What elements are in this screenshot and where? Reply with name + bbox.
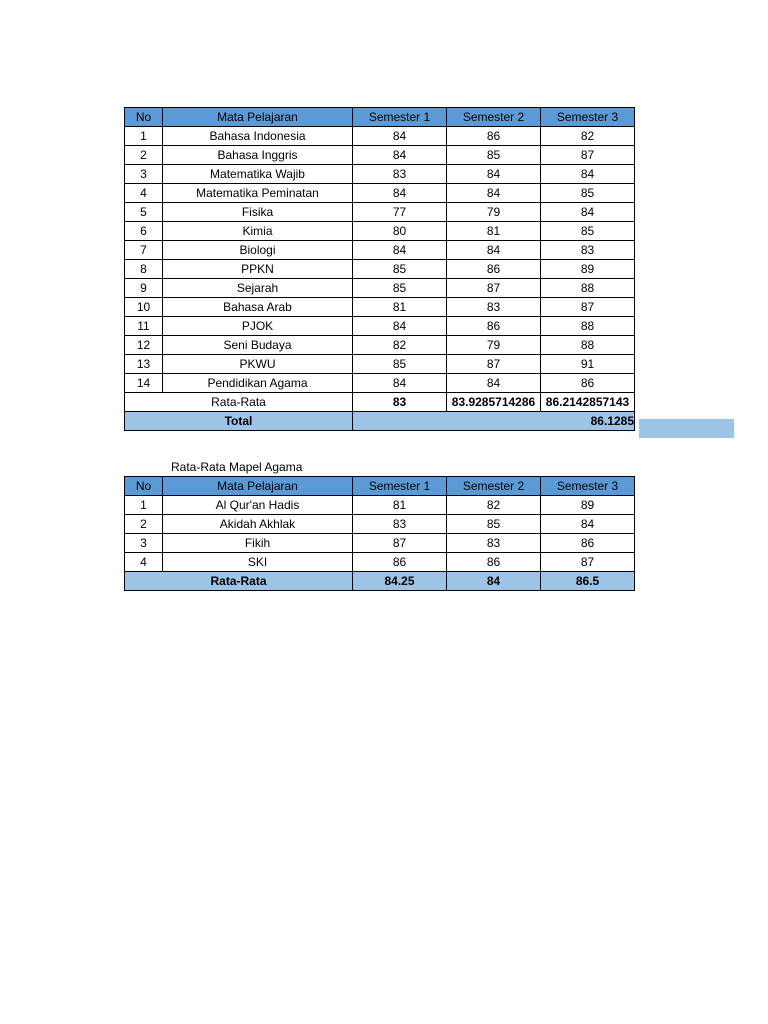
cell-semester-2: 87 xyxy=(447,355,541,374)
grades-table xyxy=(124,107,635,431)
cell-semester-1: 85 xyxy=(353,355,447,374)
cell-mata-pelajaran: Pendidikan Agama xyxy=(163,374,353,393)
table-row xyxy=(125,279,635,298)
cell-semester-1: 81 xyxy=(353,298,447,317)
cell-semester-1: 85 xyxy=(353,279,447,298)
cell-semester-1: 84 xyxy=(353,146,447,165)
cell-mata-pelajaran: Bahasa Inggris xyxy=(163,146,353,165)
cell-no: 1 xyxy=(125,127,163,146)
cell-semester-3: 87 xyxy=(541,146,635,165)
table-row xyxy=(125,127,635,146)
cell-mata-pelajaran: Biologi xyxy=(163,241,353,260)
cell-no: 4 xyxy=(125,553,163,572)
cell-semester-3: 88 xyxy=(541,279,635,298)
cell-semester-2: 81 xyxy=(447,222,541,241)
table-row xyxy=(125,374,635,393)
cell-semester-3: 89 xyxy=(541,496,635,515)
header-no: No xyxy=(125,477,163,496)
cell-semester-3: 91 xyxy=(541,355,635,374)
cell-mata-pelajaran: Matematika Wajib xyxy=(163,165,353,184)
cell-semester-1: 77 xyxy=(353,203,447,222)
cell-mata-pelajaran: Bahasa Arab xyxy=(163,298,353,317)
cell-semester-2: 86 xyxy=(447,317,541,336)
table-row xyxy=(125,222,635,241)
cell-no: 14 xyxy=(125,374,163,393)
cell-semester-1: 81 xyxy=(353,496,447,515)
cell-semester-3: 84 xyxy=(541,515,635,534)
cell-semester-3: 82 xyxy=(541,127,635,146)
table-row xyxy=(125,336,635,355)
header-mata-pelajaran: Mata Pelajaran xyxy=(163,477,353,496)
table-row xyxy=(125,241,635,260)
agama-table xyxy=(124,476,635,591)
cell-semester-1: 84 xyxy=(353,241,447,260)
cell-no: 7 xyxy=(125,241,163,260)
cell-mata-pelajaran: Bahasa Indonesia xyxy=(163,127,353,146)
cell-no: 5 xyxy=(125,203,163,222)
agama-table-caption: Rata-Rata Mapel Agama xyxy=(171,460,303,474)
cell-semester-3: 86 xyxy=(541,374,635,393)
agama-average-row xyxy=(125,572,635,591)
cell-semester-3: 88 xyxy=(541,317,635,336)
cell-no: 4 xyxy=(125,184,163,203)
cell-semester-1: 85 xyxy=(353,260,447,279)
cell-semester-2: 86 xyxy=(447,553,541,572)
grades-table-body xyxy=(125,127,635,393)
cell-semester-1: 84 xyxy=(353,374,447,393)
table-row xyxy=(125,165,635,184)
agama-table-header-row xyxy=(125,477,635,496)
cell-mata-pelajaran: PKWU xyxy=(163,355,353,374)
cell-mata-pelajaran: Matematika Peminatan xyxy=(163,184,353,203)
average-label: Rata-Rata xyxy=(125,393,353,412)
total-row-overflow-fill xyxy=(639,419,734,438)
header-no: No xyxy=(125,108,163,127)
cell-semester-1: 84 xyxy=(353,317,447,336)
table-row xyxy=(125,203,635,222)
cell-semester-3: 87 xyxy=(541,298,635,317)
cell-semester-2: 85 xyxy=(447,146,541,165)
cell-mata-pelajaran: SKI xyxy=(163,553,353,572)
table-row xyxy=(125,496,635,515)
cell-semester-2: 86 xyxy=(447,260,541,279)
header-semester-2: Semester 2 xyxy=(447,108,541,127)
cell-no: 6 xyxy=(125,222,163,241)
cell-mata-pelajaran: PJOK xyxy=(163,317,353,336)
table-row xyxy=(125,515,635,534)
cell-no: 3 xyxy=(125,165,163,184)
header-semester-1: Semester 1 xyxy=(353,108,447,127)
average-semester-1: 83 xyxy=(353,393,447,412)
table-row xyxy=(125,184,635,203)
header-semester-2: Semester 2 xyxy=(447,477,541,496)
cell-semester-1: 83 xyxy=(353,165,447,184)
cell-mata-pelajaran: Fisika xyxy=(163,203,353,222)
total-value xyxy=(353,412,635,431)
agama-average-semester-3: 86.5 xyxy=(541,572,635,591)
cell-no: 11 xyxy=(125,317,163,336)
cell-semester-2: 82 xyxy=(447,496,541,515)
average-semester-2: 83.9285714286 xyxy=(447,393,541,412)
cell-semester-2: 83 xyxy=(447,298,541,317)
table-row xyxy=(125,260,635,279)
cell-mata-pelajaran: Fikih xyxy=(163,534,353,553)
cell-semester-2: 84 xyxy=(447,374,541,393)
cell-semester-2: 84 xyxy=(447,184,541,203)
cell-mata-pelajaran: PPKN xyxy=(163,260,353,279)
cell-semester-3: 87 xyxy=(541,553,635,572)
agama-average-label: Rata-Rata xyxy=(125,572,353,591)
cell-semester-1: 84 xyxy=(353,184,447,203)
total-value-text: 86.1285 xyxy=(590,414,634,428)
cell-semester-2: 86 xyxy=(447,127,541,146)
cell-no: 3 xyxy=(125,534,163,553)
cell-semester-1: 87 xyxy=(353,534,447,553)
average-semester-3: 86.2142857143 xyxy=(541,393,635,412)
cell-semester-2: 85 xyxy=(447,515,541,534)
cell-semester-1: 80 xyxy=(353,222,447,241)
grades-average-row xyxy=(125,393,635,412)
cell-mata-pelajaran: Al Qur'an Hadis xyxy=(163,496,353,515)
agama-average-semester-1: 84.25 xyxy=(353,572,447,591)
cell-semester-1: 82 xyxy=(353,336,447,355)
header-semester-3: Semester 3 xyxy=(541,477,635,496)
header-mata-pelajaran: Mata Pelajaran xyxy=(163,108,353,127)
table-row xyxy=(125,317,635,336)
table-row xyxy=(125,553,635,572)
cell-no: 2 xyxy=(125,515,163,534)
cell-semester-3: 85 xyxy=(541,184,635,203)
total-label: Total xyxy=(125,412,353,431)
cell-semester-3: 83 xyxy=(541,241,635,260)
header-semester-1: Semester 1 xyxy=(353,477,447,496)
cell-no: 8 xyxy=(125,260,163,279)
cell-semester-3: 88 xyxy=(541,336,635,355)
cell-no: 9 xyxy=(125,279,163,298)
cell-mata-pelajaran: Seni Budaya xyxy=(163,336,353,355)
table-row xyxy=(125,146,635,165)
cell-no: 1 xyxy=(125,496,163,515)
table-row xyxy=(125,355,635,374)
cell-semester-3: 89 xyxy=(541,260,635,279)
agama-average-semester-2: 84 xyxy=(447,572,541,591)
cell-semester-2: 84 xyxy=(447,165,541,184)
cell-semester-3: 84 xyxy=(541,203,635,222)
cell-mata-pelajaran: Akidah Akhlak xyxy=(163,515,353,534)
cell-semester-3: 85 xyxy=(541,222,635,241)
cell-semester-2: 84 xyxy=(447,241,541,260)
cell-no: 10 xyxy=(125,298,163,317)
cell-semester-2: 79 xyxy=(447,203,541,222)
cell-semester-2: 83 xyxy=(447,534,541,553)
table-row xyxy=(125,298,635,317)
header-semester-3: Semester 3 xyxy=(541,108,635,127)
grades-table-header-row xyxy=(125,108,635,127)
cell-semester-3: 84 xyxy=(541,165,635,184)
cell-mata-pelajaran: Kimia xyxy=(163,222,353,241)
cell-semester-1: 84 xyxy=(353,127,447,146)
cell-semester-1: 83 xyxy=(353,515,447,534)
grades-total-row xyxy=(125,412,635,431)
cell-semester-3: 86 xyxy=(541,534,635,553)
table-row xyxy=(125,534,635,553)
cell-semester-2: 87 xyxy=(447,279,541,298)
cell-no: 12 xyxy=(125,336,163,355)
cell-no: 2 xyxy=(125,146,163,165)
agama-table-body xyxy=(125,496,635,572)
cell-mata-pelajaran: Sejarah xyxy=(163,279,353,298)
cell-semester-1: 86 xyxy=(353,553,447,572)
cell-semester-2: 79 xyxy=(447,336,541,355)
cell-no: 13 xyxy=(125,355,163,374)
